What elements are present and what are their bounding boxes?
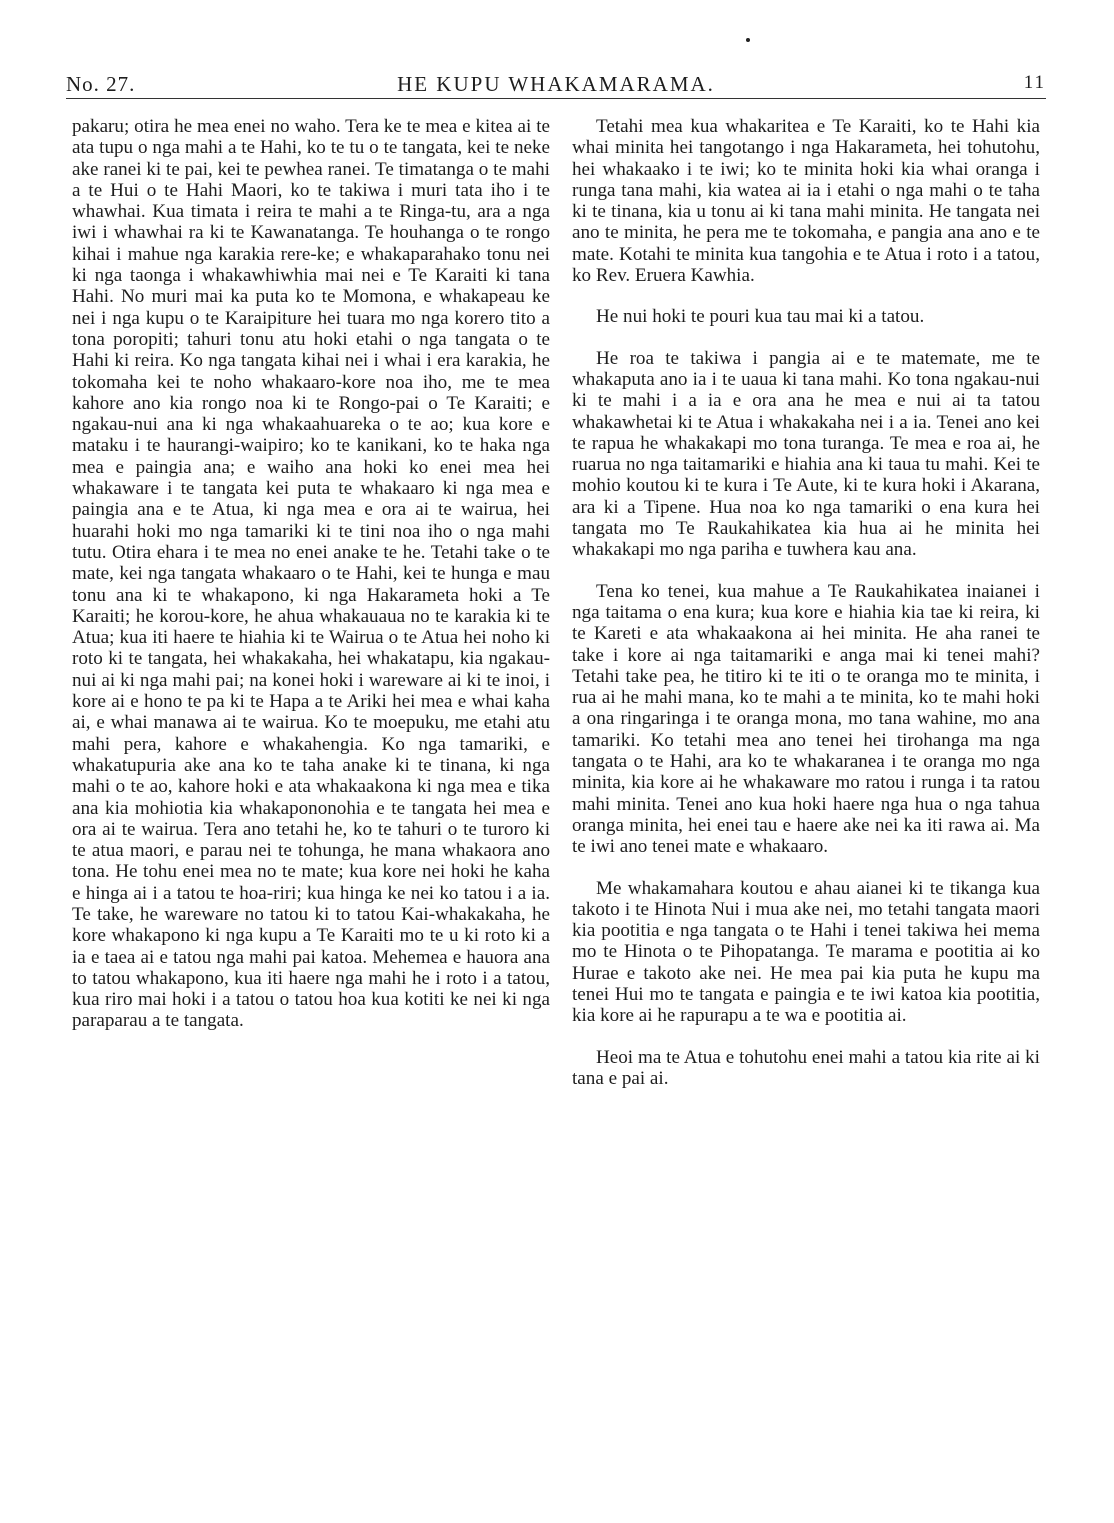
page-number: 11 [1023, 72, 1046, 93]
paragraph: Tetahi mea kua whakaritea e Te Karaiti, ko te Hahi kia whai minita hei tangotango i nga Hakarameta, hei tohutohu, hei whakaako i te iwi; ko te minita hoki kia whai oranga i runga tana mahi, kia watea ai ia i etahi o nga mahi o te taha ki te tinana, kia u tonu ai ki tana mahi minita. He tangata nei ano te minita, he pera me te tokomaha, e pangia ana ano e te mate. Kotahi te minita kua tangohia e te Atua i roto i a tatou, ko Rev. Eruera Kawhia. [572, 116, 1040, 287]
paragraph: Tena ko tenei, kua mahue a Te Raukahikatea inaianei i nga taitama o ena kura; kua kore e hiahia kia tae ki reira, ki te Kareti e ata whakaakona ai hei minita. He aha ranei te take i kore ai nga taitamariki e anga mai ki tenei mahi? Tetahi take pea, he titiro ki te iti o te oranga mo te minita, i rua ai he mahi mana, ko te mahi a te minita, ko te mahi hoki a ona ringaringa i te oranga mona, mo tana wahine, mo ana tamariki. Ko tetahi mea ano tenei hei tirohanga ma nga tangata o te Hahi, ara ko te whakaranea i te oranga mo nga minita, kia kore ai he whakaware mo ratou i runga i ta ratou mahi minita. Tenei ano kua hoki haere nga hua o nga tahua oranga minita, hei enei tau e haere ake nei ka iti rawa ai. Ma te iwi ano tenei mate e whakaaro. [572, 580, 1040, 858]
left-column [72, 116, 550, 1032]
paragraph: He nui hoki te pouri kua tau mai ki a tatou. [596, 306, 925, 328]
header-rule [66, 98, 1046, 99]
paragraph: He roa te takiwa i pangia ai e te matemate, me te whakaputa ano ia i te uaua ki tana mahi. Ko tona ngakau-nui ki te mahi i a ia e ora ana he mea e nui ai ta tatou whakawhetai ki te Atua i whakakaha nei i a ia. Tenei ano kei te rapua he whakakapi mo tona turanga. Te mea e roa ai, he ruarua no nga taitamariki e hiahia ana ki taua tu mahi. Kei te mohio koutou ki te kura i Te Aute, ki te kura hoki i Akarana, ara ki a Tipene. Hua noa ko nga tamariki o ena kura hei tangata mo Te Raukahikatea kia hua ai he minita hei whakakapi mo nga pariha e tuwhera kau ana. [572, 347, 1040, 561]
paragraph: pakaru; otira he mea enei no waho. Tera ke te mea e kitea ai te ata tupu o nga mahi a te Hahi, ko te tu o te tangata, kei te neke ake ranei ki te pai, kei te pewhea ranei. Te timatanga o te mahi a te Hui o te Hahi Maori, ko te takiwa i muri tata iho i te whawhai. Kua timata i reira te mahi a te Ringa-tu, ara a nga iwi i whawhai ra ki te Kawanatanga. Te houhanga o te rongo kihai i mahue nga karakia rere-ke; e whakaparahako tonu nei ki nga taonga i whakawhiwhia mai nei e Te Karaiti ki tana Hahi. No muri mai ka puta ko te Momona, e whakapeau ke nei i nga kupu o te Karaipiture hei tuara mo nga korero tito a tona poropiti; tahuri tonu atu hoki etahi o nga tangata o te Hahi ki reira. Ko nga tangata kihai nei i whai i era karakia, he tokomaha kei te noho whakaaro-kore noa iho, me te mea kahore ano kia rongo noa ki te Rongo-pai o Te Karaiti; e ngakau-nui ana ki nga whakaahuareka o te ao; kua kore e mataku i te haurangi-waipiro; ko te kanikani, ko te haka nga mea e paingia ana; e waiho ana hoki ko enei mea hei whakaware i te tangata kei puta te whakaaro ki nga mea e paingia ana e te Atua, ki nga mea e ora ai te wairua, hei huarahi hoki mo nga tamariki ki te tini noa iho o nga mahi tutu. Otira ehara i te mea no enei anake te he. Tetahi take o te mate, kei nga tangata whakaaro o te Hahi, kei te hunga e mau tonu ana ki te whakapono, ki nga Hakarameta hoki a Te Karaiti; he korou-kore, he ahua whakauaua no te karakia ki te Atua; kua iti haere te hiahia ki te Wairua o te Atua hei noho ki roto ki te tangata, hei whakakaha, hei whakatapu, kia ngakau-nui ai ki nga mahi pai; na konei hoki i wareware ai ki te inoi, i kore ai e hono te pa ki te Hapa a te Ariki hei mea e whai kaha ai, e whai manawa ai te wairua. Ko te moepuku, me etahi atu mahi pera, kahore e whakahengia. Ko nga tamariki, e whakatupuria ake ana ko te taha anake ki te tinana, ki nga mahi o te ao, kahore hoki e ata whakaakona ki nga mea e tika ana kia mohiotia kia whakapononohia e te tangata hei mea e ora ai te wairua. Tera ano tetahi he, ko te tahuri o te turoro ki te atua maori, e parau nei te tohunga, he mana whakaora ano tona. He tohu enei mea no te mate; kua kore nei hoki he kaha e hinga ai i a tatou te hoa-riri; kua hinga ke nei ko tatou i a ia. Te take, he wareware no tatou ki to tatou Kai-whakakaha, he kore whakapono ki nga kupu a Te Karaiti mo te u ki roto ki a ia e taea ai e tatou nga mahi pai katoa. Mehemea e hauora ana to tatou whakapono, kua iti haere nga mahi he i roto i a tatou, kua riro mai hoki i a tatou o tatou hoa kua kotiti ke nei ki nga paraparau a te tangata. [72, 116, 550, 1032]
issue-number: No. 27. [66, 72, 136, 96]
right-column [572, 116, 1040, 1089]
paragraph: Heoi ma te Atua e tohutohu enei mahi a tatou kia rite ai ki tana e pai ai. [572, 1046, 1040, 1089]
running-title: HE KUPU WHAKAMARAMA. [397, 72, 715, 96]
ink-speck [746, 38, 750, 42]
page-header [66, 72, 1046, 100]
paragraph: Me whakamahara koutou e ahau aianei ki te tikanga kua takoto i te Hinota Nui i mua ake nei, mo tetahi tangata maori kia pootitia e nga tangata o te Hahi i tenei takiwa hei mema mo te Hinota o te Pihopatanga. Te marama e pootitia ai ko Hurae e takoto ake nei. He mea pai kia puta he kupu ma tenei Hui mo te tangata e paingia e te iwi katoa kia pootitia, kia kore ai he rapurapu a te wa e pootitia ai. [572, 877, 1040, 1027]
